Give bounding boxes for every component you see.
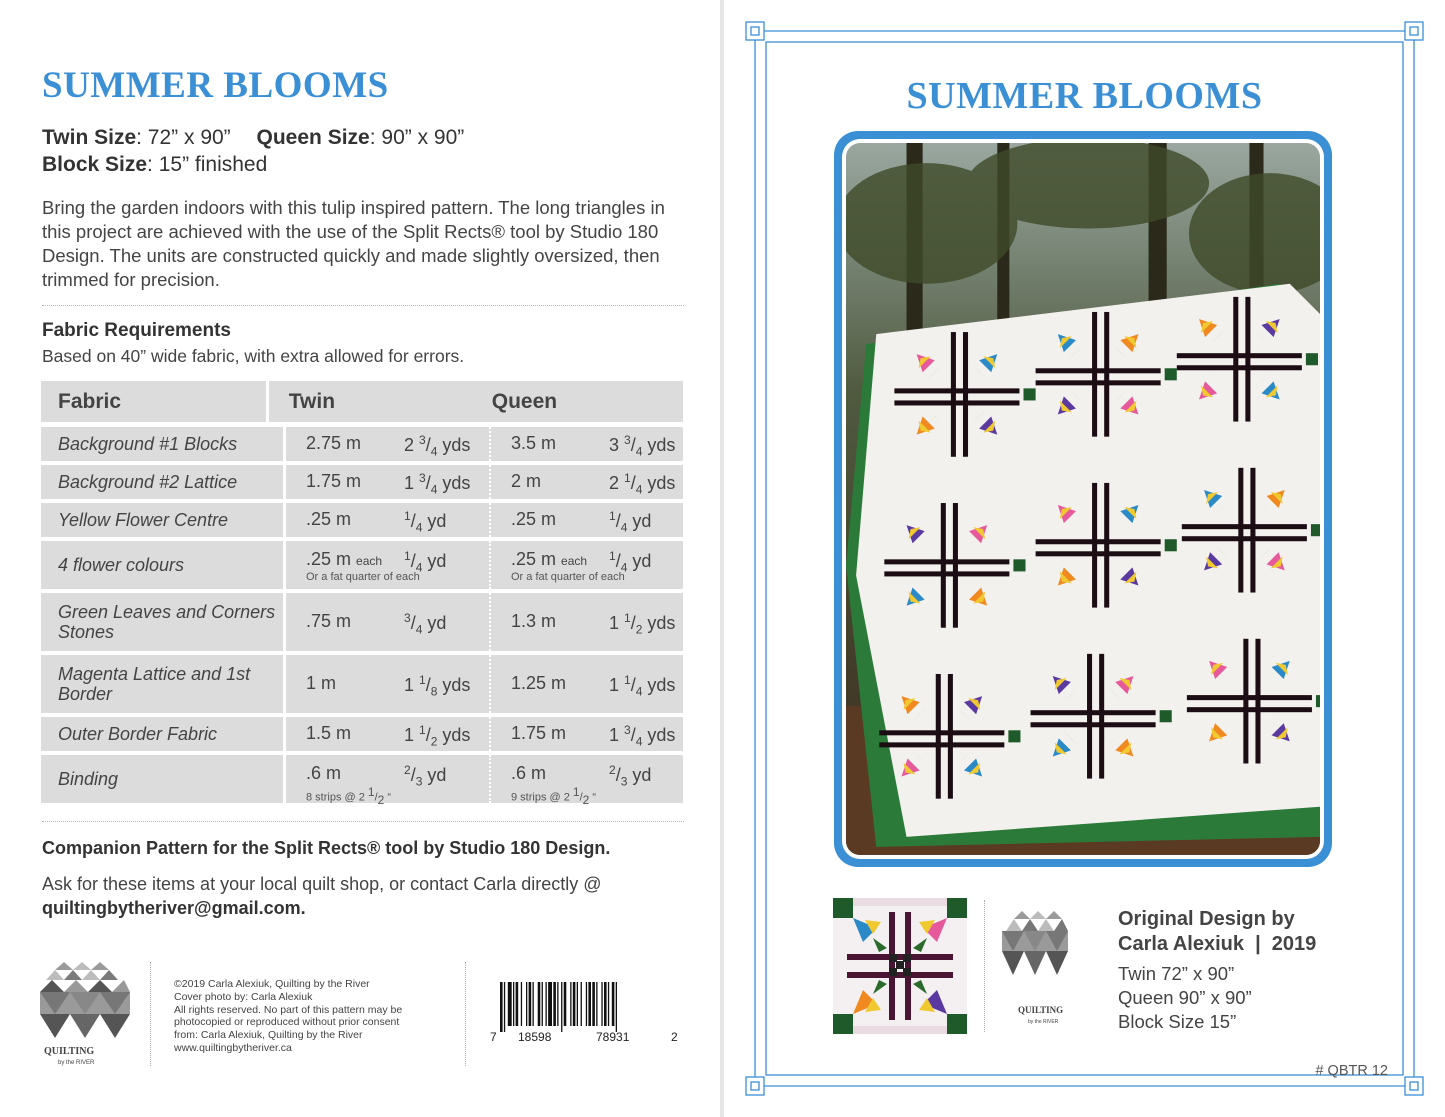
original-design-credit (1118, 907, 1316, 957)
twin-note: 8 strips @ 2 $^1/_2$ “ (306, 785, 392, 807)
barcode-bar (588, 982, 591, 1026)
barcode-bar (616, 982, 617, 1032)
queen-metres: 1.75 m (511, 723, 567, 743)
barcode-bar (553, 982, 556, 1026)
twin-yards: $^2/_3$ yd (404, 763, 447, 789)
fabric-name: Background #2 Lattice (41, 465, 283, 499)
barcode-bar (596, 982, 597, 1026)
spec-queen: Queen 90” x 90” (1118, 987, 1252, 1008)
cover-specs (1118, 962, 1252, 1034)
queen-amount-cell (491, 465, 683, 499)
barcode-bar (504, 982, 505, 1032)
barcode-bar (548, 982, 552, 1026)
twin-metres: 1.75 m (306, 471, 362, 491)
queen-size-value: : 90” x 90” (369, 126, 465, 149)
table-row (41, 717, 683, 751)
spec-twin: Twin 72” x 90” (1118, 963, 1235, 984)
queen-metres: .6 m (511, 763, 547, 783)
queen-amount-cell (491, 593, 683, 651)
footer-divider (465, 962, 466, 1066)
intro-paragraph: Bring the garden indoors with this tulip inspired pattern. The long triangles in this project are achieved with the use of the Split Rects® tool by Studio 180 Design. The units are constructed quickly and made slightly oversized, then trimmed for precision. (42, 197, 665, 290)
fabric-name: Green Leaves and Corners Stones (41, 593, 283, 651)
barcode-bar (557, 982, 558, 1026)
barcode-bar (538, 982, 541, 1026)
table-row (41, 541, 683, 589)
copyright-line: Cover photo by: Carla Alexiuk (174, 990, 313, 1003)
twin-metres: 1.5 m (306, 723, 352, 743)
fabric-name: Background #1 Blocks (41, 427, 283, 461)
twin-amount-cell (286, 593, 491, 651)
fabric-name: Magenta Lattice and 1st Border (41, 655, 283, 713)
table-row (41, 755, 683, 807)
queen-yards: 1 $^1/_2$ yds (609, 611, 676, 637)
barcode-bar (529, 982, 532, 1026)
quilting-by-the-river-logo (40, 958, 130, 1068)
barcode-bar (513, 982, 514, 1026)
block-size-label: Block Size (42, 153, 148, 176)
barcode-bar (564, 982, 567, 1026)
queen-amount-cell (491, 717, 683, 751)
twin-amount-cell (286, 503, 491, 537)
barcode-bar (577, 982, 578, 1026)
twin-amount-cell (286, 427, 491, 461)
block-size-value: : 15” finished (147, 153, 268, 176)
barcode-bar (570, 982, 571, 1026)
queen-metres: 1.3 m (511, 611, 557, 631)
fabric-name: Outer Border Fabric (41, 717, 283, 751)
copyright-line: from: Carla Alexiuk, Quilting by the River (174, 1029, 363, 1042)
size-info (42, 124, 464, 178)
copyright-line: ©2019 Carla Alexiuk, Quilting by the River (174, 978, 370, 990)
twin-yards: $^1/_4$ yd (404, 509, 447, 535)
contact-text: Ask for these items at your local quilt shop, or contact Carla directly @ (42, 874, 602, 894)
twin-metres: 2.75 m (306, 433, 362, 453)
queen-note: Or a fat quarter of each (511, 571, 625, 583)
queen-metres: 3.5 m (511, 433, 557, 453)
header-queen: Queen (491, 389, 558, 413)
queen-metres: 2 m (511, 471, 542, 491)
barcode-bar (500, 982, 503, 1032)
copyright-line: All rights reserved. No part of this pattern may be (174, 1003, 403, 1016)
front-cover-page (724, 0, 1445, 1117)
block-thumbnail (833, 898, 967, 1034)
twin-metres: .75 m (306, 611, 352, 631)
twin-yards: 1 $^3/_4$ yds (404, 471, 471, 497)
divider (42, 821, 684, 822)
twin-yards: 2 $^3/_4$ yds (404, 433, 471, 459)
divider (42, 305, 684, 306)
copyright-line[interactable]: www.quiltingbytheriver.ca (174, 1041, 292, 1054)
queen-metres: .25 m each (511, 549, 588, 569)
barcode-bar (526, 982, 527, 1026)
twin-note: Or a fat quarter of each (306, 571, 420, 583)
barcode-digit-end: 2 (671, 1030, 678, 1044)
header-twin-queen (269, 381, 683, 422)
fabric-name: 4 flower colours (41, 541, 283, 589)
contact-note (42, 872, 682, 920)
logo-text: QUILTING (44, 1046, 95, 1057)
spec-block: Block Size 15” (1118, 1011, 1237, 1032)
twin-amount-cell (286, 755, 491, 807)
footer-divider (150, 962, 151, 1066)
twin-yards: $^3/_4$ yd (404, 611, 447, 637)
barcode-bar (533, 982, 534, 1026)
queen-note: 9 strips @ 2 $^1/_2$ “ (511, 785, 597, 807)
barcode-bar (612, 982, 615, 1026)
header-twin: Twin (288, 389, 336, 413)
queen-amount-cell (491, 541, 683, 589)
barcode-bar (508, 982, 512, 1026)
barcode-bar (586, 982, 587, 1026)
design-line-2: Carla Alexiuk | 2019 (1118, 933, 1317, 955)
table-row (41, 503, 683, 537)
cover-divider (984, 900, 985, 1032)
twin-yards: $^1/_4$ yd (404, 549, 447, 575)
twin-amount-cell (286, 465, 491, 499)
pattern-title: SUMMER BLOOMS (42, 65, 389, 106)
svg-text:QUILTING: QUILTING (1018, 1005, 1064, 1015)
copyright-block (174, 978, 464, 1055)
queen-yards: $^1/_4$ yd (609, 549, 652, 575)
table-row (41, 427, 683, 461)
table-row (41, 655, 683, 713)
queen-amount-cell (491, 755, 683, 807)
barcode-bar (516, 982, 519, 1026)
copyright-line: photocopied or reproduced without prior consent (174, 1016, 400, 1029)
barcode-bar (546, 982, 547, 1026)
queen-yards: 2 $^1/_4$ yds (609, 471, 676, 497)
barcode-bar (561, 982, 562, 1032)
queen-amount-cell (491, 427, 683, 461)
barcode-digits-left: 18598 (518, 1030, 552, 1044)
barcode-bar (521, 982, 522, 1026)
twin-amount-cell (286, 541, 491, 589)
queen-yards: 3 $^3/_4$ yds (609, 433, 676, 459)
barcode-digits-right: 78931 (596, 1030, 630, 1044)
twin-metres: 1 m (306, 673, 337, 693)
svg-text:by the RIVER: by the RIVER (58, 1060, 95, 1066)
fabric-name: Yellow Flower Centre (41, 503, 283, 537)
twin-metres: .25 m each (306, 549, 383, 569)
twin-size-value: : 72” x 90” (136, 126, 231, 149)
contact-email[interactable]: quiltingbytheriver@gmail.com. (42, 898, 306, 918)
queen-amount-cell (491, 503, 683, 537)
fabric-requirements-title: Fabric Requirements (42, 320, 231, 341)
queen-yards: $^2/_3$ yd (609, 763, 652, 789)
twin-metres: .25 m (306, 509, 352, 529)
barcode-bar (608, 982, 609, 1026)
barcode-bar (581, 982, 582, 1026)
twin-yards: 1 $^1/_2$ yds (404, 723, 471, 749)
queen-yards: 1 $^3/_4$ yds (609, 723, 676, 749)
barcode-bar (601, 982, 602, 1026)
queen-metres: 1.25 m (511, 673, 567, 693)
cover-title: SUMMER BLOOMS (906, 75, 1263, 117)
design-line-1: Original Design by (1118, 908, 1295, 930)
twin-amount-cell (286, 717, 491, 751)
twin-amount-cell (286, 655, 491, 713)
back-cover-page (0, 0, 720, 1117)
twin-yards: 1 $^1/_8$ yds (404, 673, 471, 699)
table-header (41, 381, 683, 422)
twin-metres: .6 m (306, 763, 342, 783)
cover-logo (1002, 905, 1068, 1027)
twin-size-label: Twin Size (42, 126, 137, 149)
barcode-bar (604, 982, 607, 1026)
barcode-bar (573, 982, 576, 1026)
queen-amount-cell (491, 655, 683, 713)
companion-note: Companion Pattern for the Split Rects® tool by Studio 180 Design. (42, 838, 611, 858)
table-row (41, 593, 683, 651)
svg-text:by the RIVER: by the RIVER (1028, 1019, 1059, 1025)
table-row (41, 465, 683, 499)
quilt-photo-frame (834, 131, 1332, 867)
barcode-bar (542, 982, 543, 1026)
queen-yards: 1 $^1/_4$ yds (609, 673, 676, 699)
barcode-digit-start: 7 (490, 1030, 497, 1044)
queen-metres: .25 m (511, 509, 557, 529)
quilt-photo (846, 143, 1320, 855)
queen-yards: $^1/_4$ yd (609, 509, 652, 535)
barcode (488, 982, 680, 1044)
pattern-code: # QBTR 12 (1315, 1063, 1388, 1079)
barcode-bar (592, 982, 595, 1026)
fabric-requirements-subtitle: Based on 40” wide fabric, with extra allowed for errors. (42, 346, 465, 366)
queen-size-label: Queen Size (256, 126, 370, 149)
header-fabric: Fabric (41, 381, 266, 422)
fabric-name: Binding (41, 755, 283, 803)
